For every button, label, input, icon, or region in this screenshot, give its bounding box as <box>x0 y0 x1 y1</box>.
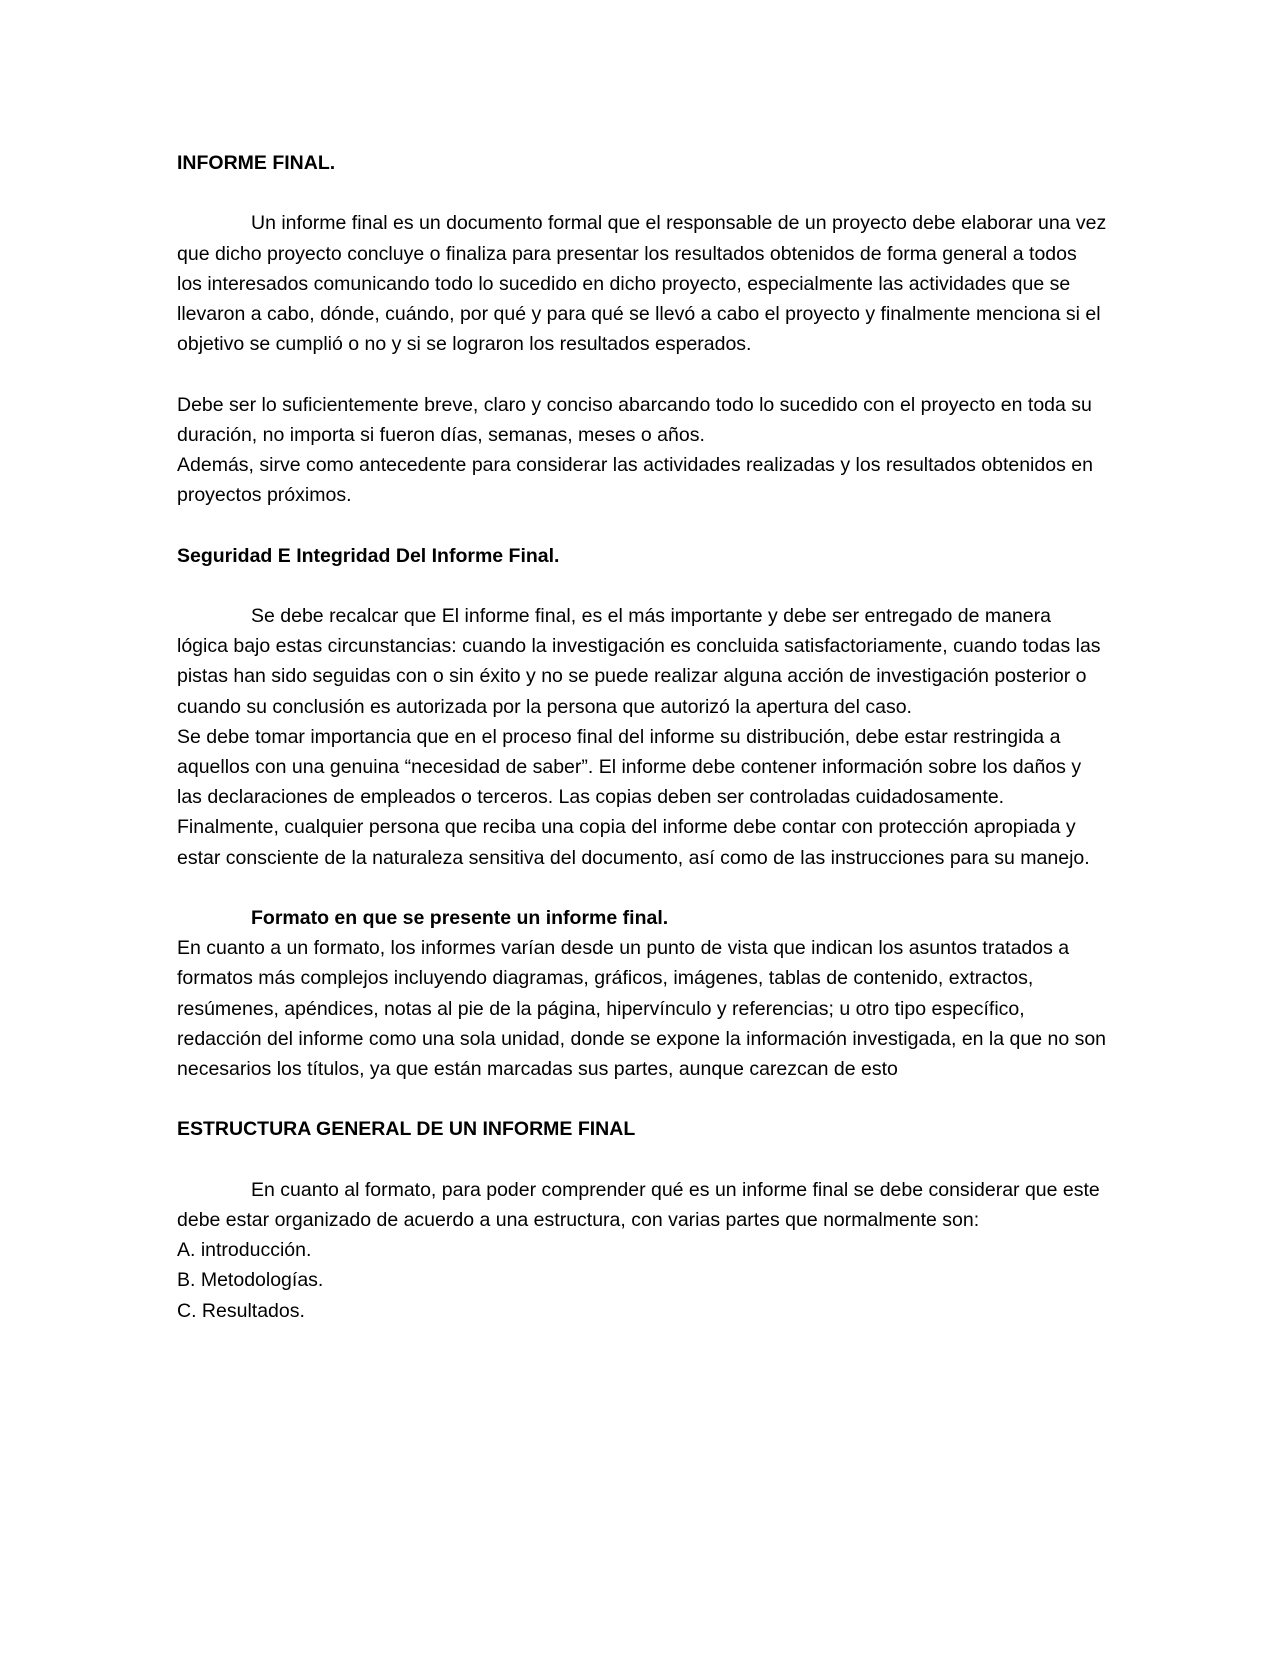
structure-item-b: B. Metodologías. <box>177 1269 324 1292</box>
brevity-paragraph: Debe ser lo suficientemente breve, claro y conciso abarcando todo lo sucedido con el proyecto en toda su duración, no importa si fueron días, semanas, meses o años. <box>177 393 1092 446</box>
structure-item-a: A. introducción. <box>177 1239 312 1262</box>
structure-heading: ESTRUCTURA GENERAL DE UN INFORME FINAL <box>177 1118 636 1141</box>
spacer <box>177 510 1107 540</box>
format-heading: Formato en que se presente un informe final. <box>251 907 669 929</box>
document-title: INFORME FINAL. <box>177 152 336 174</box>
spacer <box>177 1084 1107 1114</box>
spacer <box>177 571 1107 601</box>
spacer <box>177 1145 1107 1175</box>
spacer <box>177 178 1107 208</box>
spacer <box>177 359 1107 389</box>
antecedent-paragraph: Además, sirve como antecedente para considerar las actividades realizadas y los resultados obtenidos en proyectos próximos. <box>177 454 1093 507</box>
security-heading: Seguridad E Integridad Del Informe Final. <box>177 544 560 567</box>
format-paragraph: En cuanto a un formato, los informes varían desde un punto de vista que indican los asuntos tratados a formatos más complejos incluyendo diagramas, gráficos, imágenes, tablas de contenido, extractos, resúmenes, apéndices, notas al pie de la página, hipervínculo y referencias; u otro tipo específico, redacción del informe como una sola unidad, donde se expone la información investigada, en la que no son necesarios los títulos, ya que están marcadas sus partes, aunque carezcan de esto <box>177 937 1107 1081</box>
document-page <box>177 148 1107 1326</box>
intro-paragraph: Un informe final es un documento formal que el responsable de un proyecto debe elaborar una vez que dicho proyecto concluye o finaliza para presentar los resultados obtenidos de forma general a todos los interesados comunicando todo lo sucedido en dicho proyecto, especialmente las actividades que se llevaron a cabo, dónde, cuándo, por qué y para qué se llevó a cabo el proyecto y finalmente menciona si el objetivo se cumplió o no y si se lograron los resultados esperados. <box>177 212 1107 356</box>
security-paragraph: Se debe recalcar que El informe final, es el más importante y debe ser entregado de manera lógica bajo estas circunstancias: cuando la investigación es concluida satisfactoriamente, cuando todas las pistas han sido seguidas con o sin éxito y no se puede realizar alguna acción de investigación posterior o cuando su conclusión es autorizada por la persona que autorizó la apertura del caso. <box>177 604 1101 718</box>
structure-item-c: C. Resultados. <box>177 1299 305 1322</box>
spacer <box>177 873 1107 903</box>
distribution-paragraph: Se debe tomar importancia que en el proceso final del informe su distribución, debe estar restringida a aquellos con una genuina “necesidad de saber”. El informe debe contener información sobre los daños y las declaraciones de empleados o terceros. Las copias deben ser controladas cuidadosamente. Finalmente, cualquier persona que reciba una copia del informe debe contar con protección apropiada y estar consciente de la naturaleza sensitiva del documento, así como de las instrucciones para su manejo. <box>177 725 1090 869</box>
structure-paragraph: En cuanto al formato, para poder comprender qué es un informe final se debe considerar que este debe estar organizado de acuerdo a una estructura, con varias partes que normalmente son: <box>177 1178 1100 1231</box>
